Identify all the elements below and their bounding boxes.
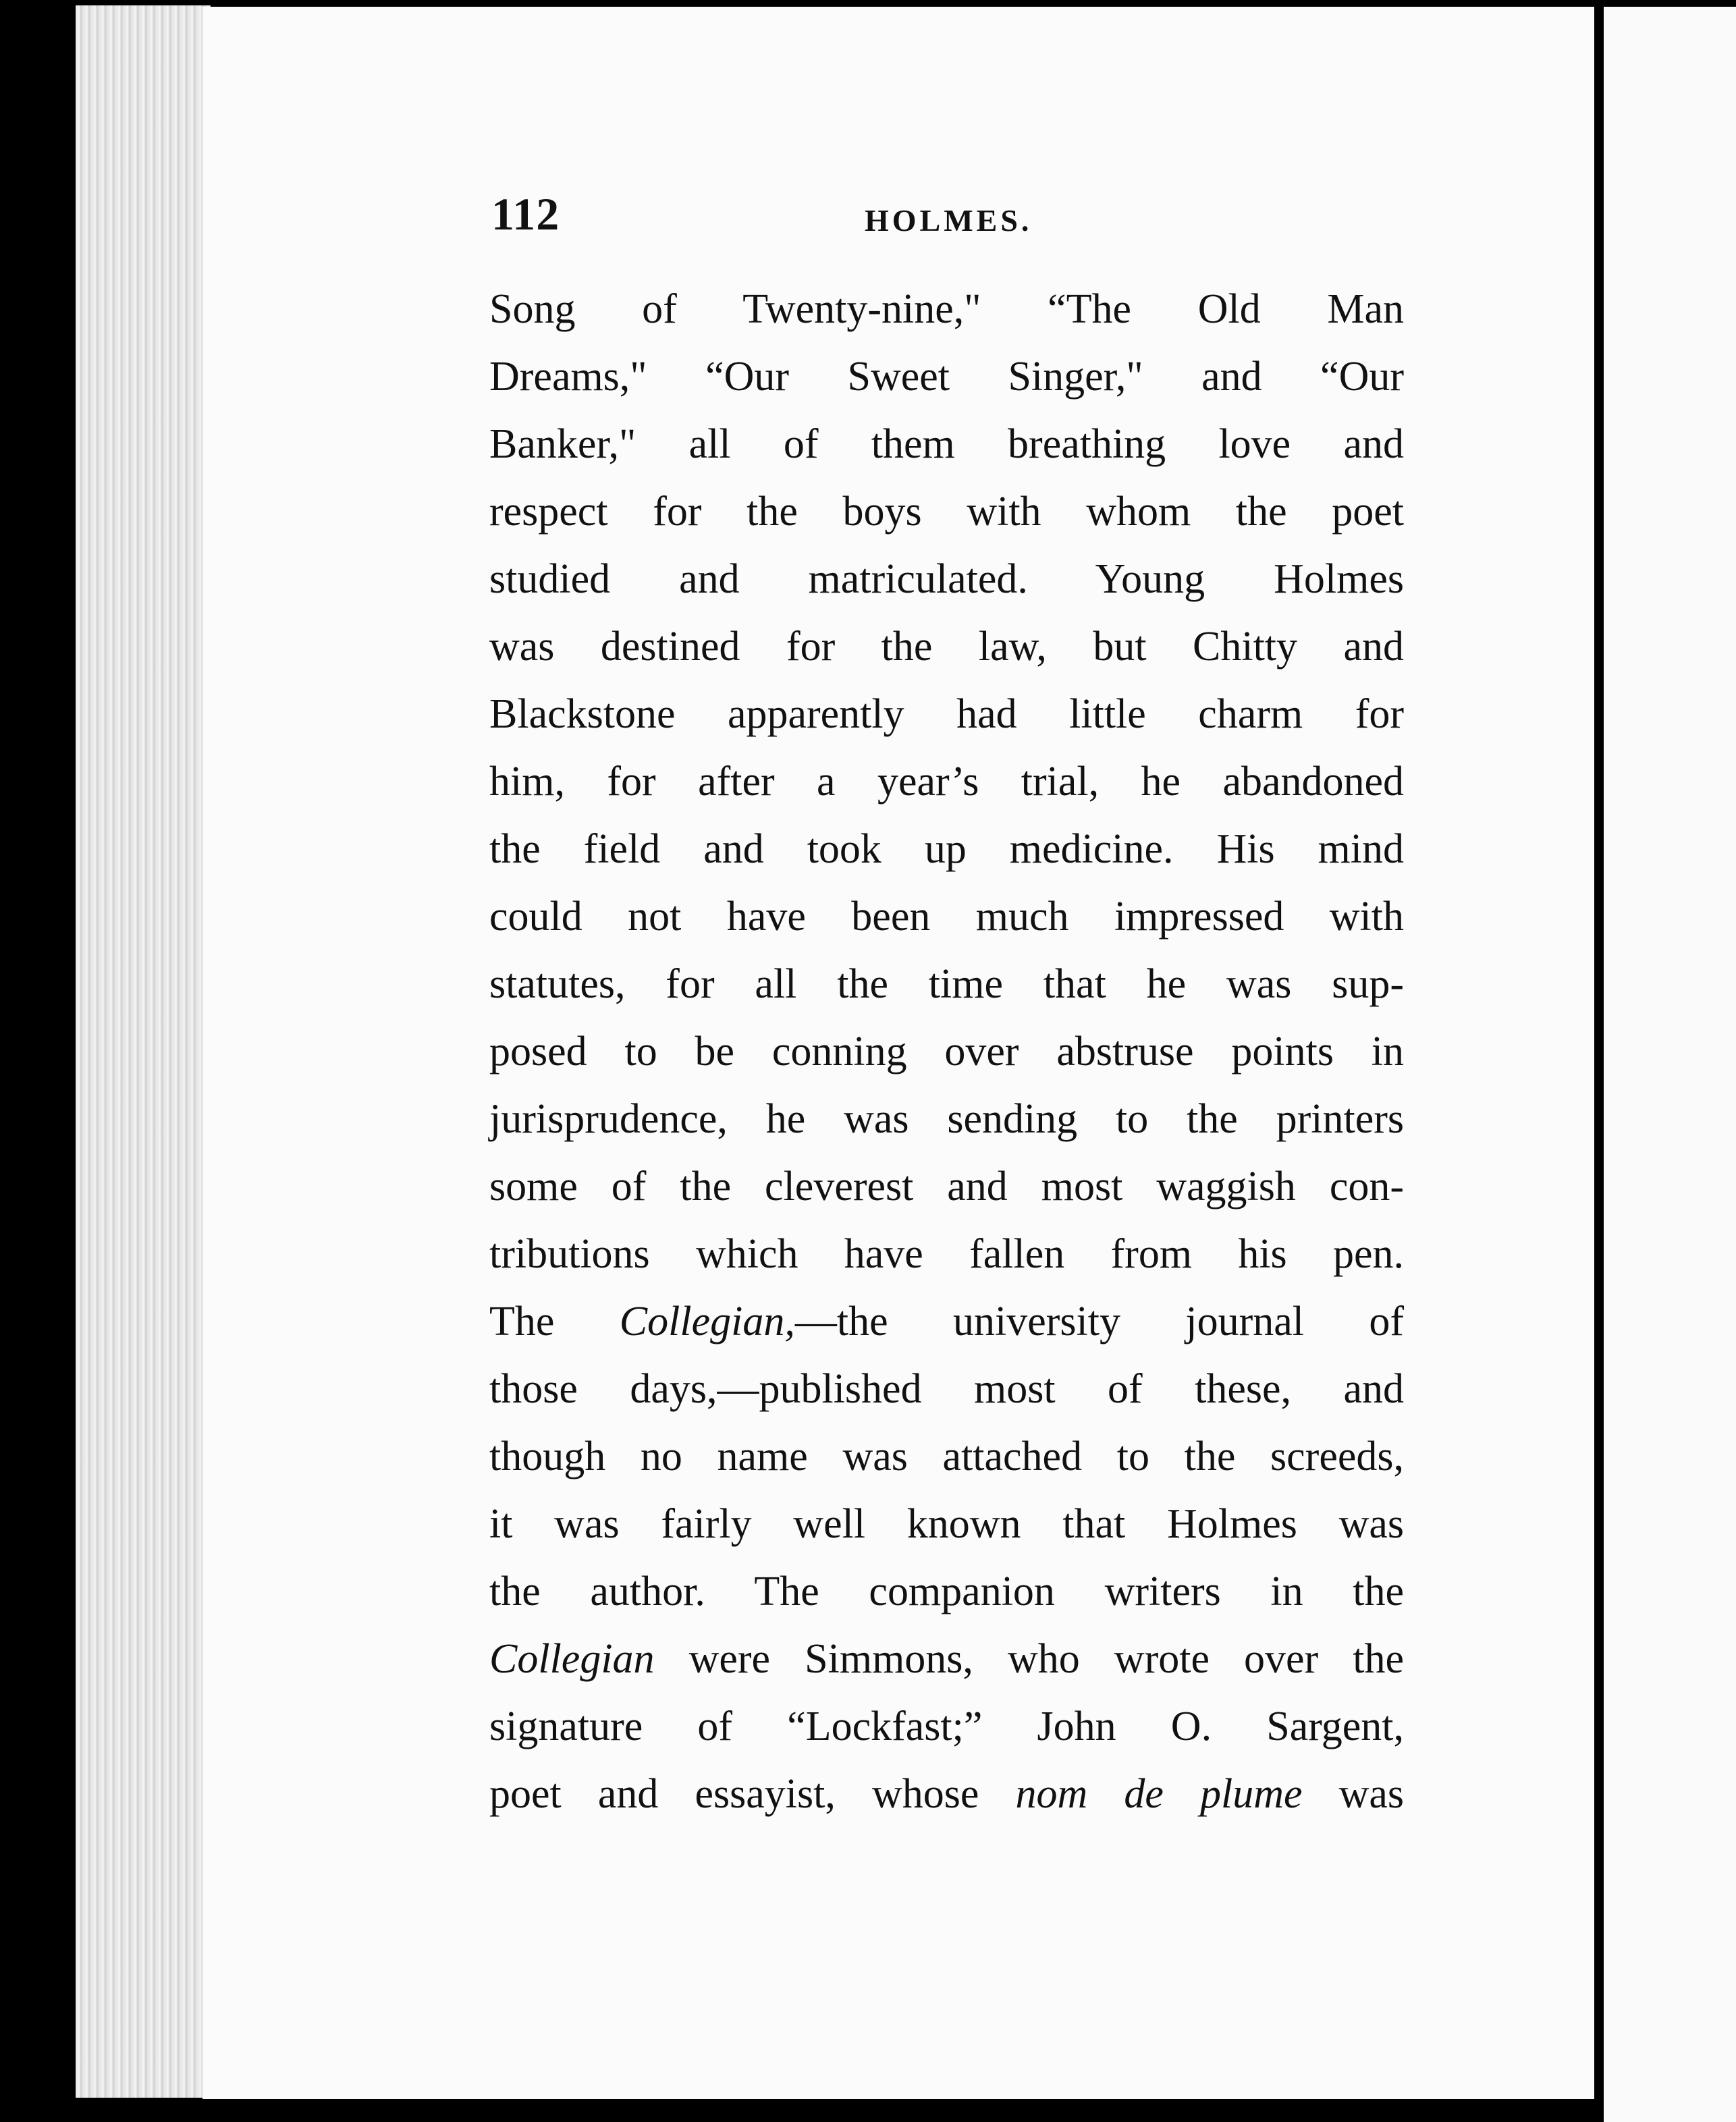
text-line: the field and took up medicine. His mind [489, 826, 1404, 872]
facing-page-edge [1604, 7, 1736, 2122]
text-line: statutes, for all the time that he was sup- [489, 961, 1404, 1007]
text-line: him, for after a year’s trial, he abandoned [489, 759, 1404, 805]
text-line: those days,—published most of these, and [489, 1366, 1404, 1412]
text-line: posed to be conning over abstruse points in [489, 1029, 1404, 1074]
text-line: respect for the boys with whom the poet [489, 489, 1404, 535]
text-line: Blackstone apparently had little charm for [489, 691, 1404, 737]
italic-phrase: nom de plume [1015, 1771, 1303, 1817]
text-line: poet and essayist, whose nom de plume was [489, 1771, 1405, 1817]
text-line: it was fairly well known that Holmes was [489, 1501, 1404, 1547]
page-number: 112 [491, 188, 560, 240]
text-line: Banker," all of them breathing love and [489, 421, 1404, 467]
body-text [489, 275, 1404, 1828]
running-title: HOLMES. [865, 203, 1033, 238]
text-line: Dreams," “Our Sweet Singer," and “Our [489, 354, 1404, 400]
text-line: was destined for the law, but Chitty and [489, 624, 1404, 670]
page-stack-edges [76, 5, 211, 2098]
text-line: studied and matriculated. Young Holmes [489, 556, 1404, 602]
page-header [491, 184, 1403, 244]
text-line: some of the cleverest and most waggish con- [489, 1164, 1404, 1209]
text-line: tributions which have fallen from his pen. [489, 1231, 1404, 1277]
text-line: Song of Twenty-nine," “The Old Man [489, 286, 1404, 332]
text-line: though no name was attached to the screeds, [489, 1434, 1404, 1479]
text-line: the author. The companion writers in the [489, 1569, 1404, 1614]
italic-title: Collegian, [619, 1299, 795, 1344]
text-line: Collegian were Simmons, who wrote over the [489, 1636, 1404, 1682]
text-line: could not have been much impressed with [489, 894, 1404, 940]
text-line: The Collegian,—the university journal of [489, 1299, 1404, 1344]
text-line: signature of “Lockfast;” John O. Sargent, [489, 1704, 1404, 1749]
text-line: jurisprudence, he was sending to the printers [489, 1096, 1404, 1142]
italic-title: Collegian [489, 1636, 655, 1682]
